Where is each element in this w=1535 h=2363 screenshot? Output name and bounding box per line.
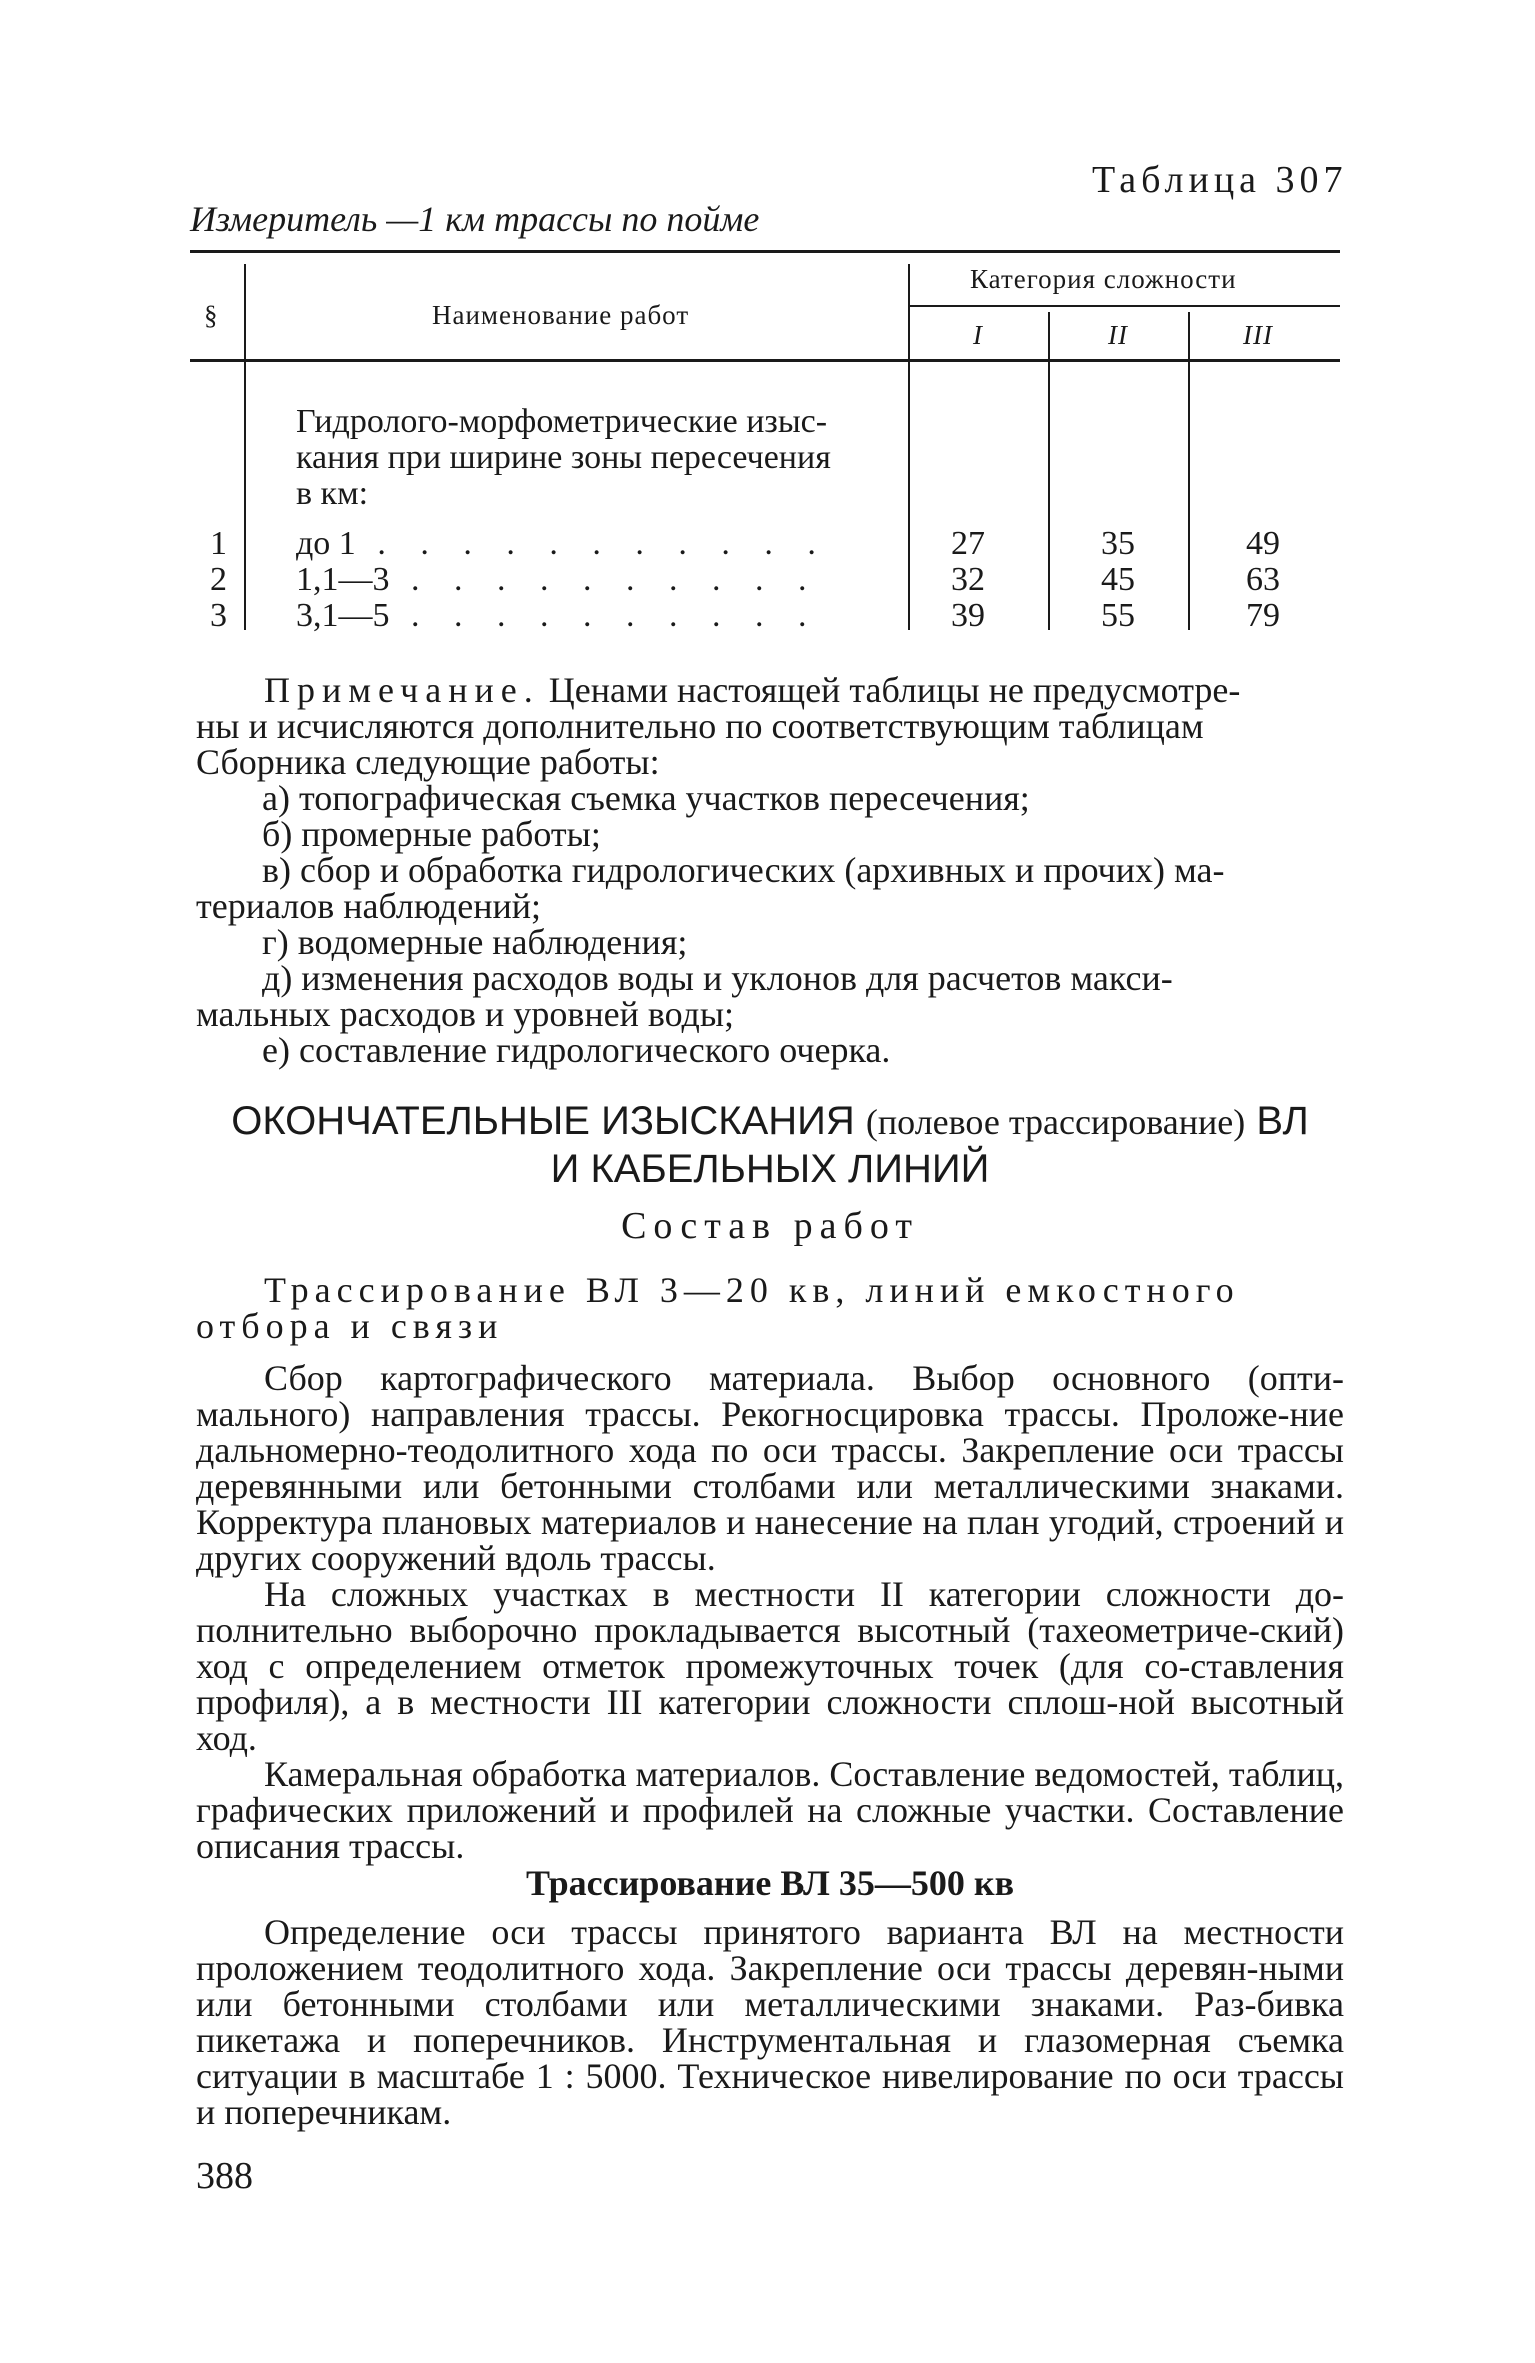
note-item: е) составление гидрологического очерка.	[262, 1030, 891, 1070]
note-item: д) изменения расходов воды и уклонов для расчетов макси-	[262, 958, 1173, 998]
row-number: 3	[210, 597, 227, 634]
part1-heading: Трассирование ВЛ 3—20 кв, линий емкостного	[264, 1270, 1240, 1310]
part1-paragraph: На сложных участках в местности II категории сложности до-полнительно выборочно прокладывается высотный (тахеометриче-ский) ход с определением отметок промежуточных точек (для со-ставления профиля), а в местности III категории сложности сплош-ной высотный ход.	[196, 1574, 1344, 1758]
table-label: Таблица 307	[1092, 159, 1348, 201]
page-number: 388	[196, 2155, 253, 2197]
note-intro-line: ны и исчисляются дополнительно по соответствующим таблицам	[196, 706, 1204, 746]
table-header-rule	[190, 359, 1340, 362]
header-complexity: Категория сложности	[970, 264, 1237, 294]
note-item-continuation: териалов наблюдений;	[196, 886, 542, 926]
note-item: г) водомерные наблюдения;	[262, 922, 688, 962]
note-intro-line: Сборника следующие работы:	[196, 742, 660, 782]
part1-paragraph: Камеральная обработка материалов. Составление ведомостей, таблиц, графических приложений и профилей на сложные участки. Составление описания трассы.	[196, 1754, 1344, 1866]
part1-paragraph: Сбор картографического материала. Выбор основного (опти-мального) направления трассы. Рекогносцировка трассы. Проложе-ние дальномерно-теодолитного хода по оси трассы. Закрепление оси трассы деревянными или бетонными столбами или металлическими знаками. Корректура плановых материалов и нанесение на план угодий, строений и других сооружений вдоль трассы.	[196, 1358, 1344, 1578]
measure-caption: Измеритель —1 км трассы по пойме	[190, 199, 760, 239]
row-value-cat2: 45	[1101, 561, 1135, 598]
row-value-cat2: 55	[1101, 597, 1135, 634]
group-title-line: в км:	[296, 475, 369, 512]
header-work-name: Наименование работ	[432, 300, 690, 330]
note-lead: Примечание.	[264, 670, 540, 710]
col-divider	[244, 264, 246, 630]
row-value-cat3: 49	[1246, 525, 1280, 562]
header-section: §	[204, 300, 219, 330]
table-top-rule	[190, 250, 1340, 253]
part1-heading-cont: отбора и связи	[196, 1306, 504, 1346]
section-subtitle: Состав работ	[621, 1205, 919, 1247]
pricing-table	[190, 250, 1340, 645]
row-value-cat3: 79	[1246, 597, 1280, 634]
note-item: в) сбор и обработка гидрологических (архивных и прочих) ма-	[262, 850, 1225, 890]
category-group-rule	[908, 305, 1340, 307]
row-value-cat3: 63	[1246, 561, 1280, 598]
row-value-cat1: 27	[951, 525, 985, 562]
header-cat-3: III	[1243, 320, 1273, 350]
row-value-cat2: 35	[1101, 525, 1135, 562]
section-title: ОКОНЧАТЕЛЬНЫЕ ИЗЫСКАНИЯ (полевое трассирование) ВЛ	[231, 1099, 1309, 1143]
group-title-line: Гидролого-морфометрические изыс-	[296, 403, 828, 440]
row-value-cat1: 32	[951, 561, 985, 598]
note-intro-line: Примечание. Ценами настоящей таблицы не предусмотре-	[264, 670, 1241, 710]
row-number: 2	[210, 561, 227, 598]
note-item: б) промерные работы;	[262, 814, 601, 854]
group-title-line: кания при ширине зоны пересечения	[296, 439, 831, 476]
header-cat-1: I	[973, 320, 983, 350]
part2-heading: Трассирование ВЛ 35—500 кв	[525, 1863, 1015, 1903]
part2-paragraph: Определение оси трассы принятого варианта ВЛ на местности проложением теодолитного хода. Закрепление оси трассы деревян-ными или бетонными столбами или металлическими знаками. Раз-бивка пикетажа и поперечников. Инструментальная и глазомерная съемка ситуации в масштабе 1 : 5000. Техническое нивелирование по оси трассы и поперечникам.	[196, 1912, 1344, 2132]
row-value-cat1: 39	[951, 597, 985, 634]
row-name: 3,1—5 . . . . . . . . . .	[296, 597, 820, 634]
section-title-line2: И КАБЕЛЬНЫХ ЛИНИЙ	[550, 1147, 990, 1191]
header-cat-2: II	[1108, 320, 1128, 350]
note-item-continuation: мальных расходов и уровней воды;	[196, 994, 735, 1034]
row-number: 1	[210, 525, 227, 562]
row-name: до 1 . . . . . . . . . . .	[296, 525, 829, 562]
row-name: 1,1—3 . . . . . . . . . .	[296, 561, 820, 598]
note-item: а) топографическая съемка участков пересечения;	[262, 778, 1030, 818]
